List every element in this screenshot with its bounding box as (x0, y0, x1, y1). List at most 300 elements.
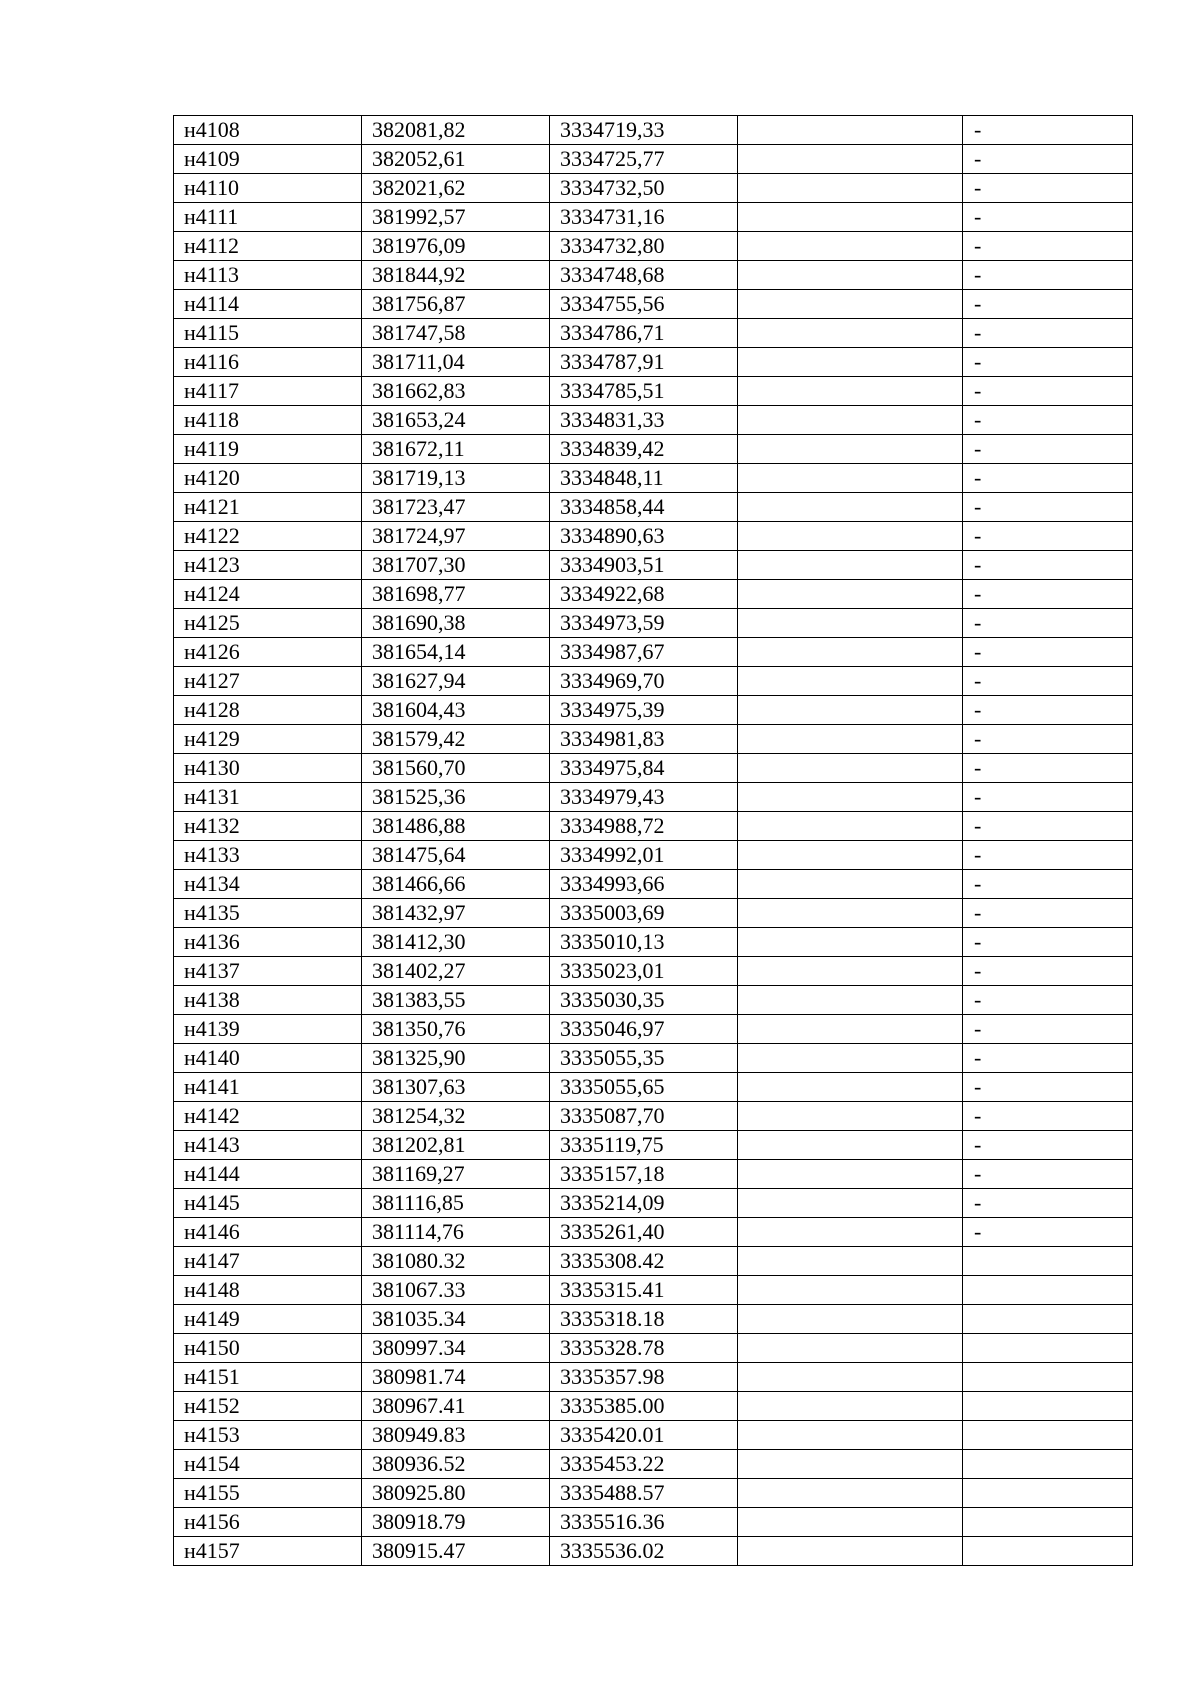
x-coordinate-cell: 382021,62 (362, 174, 550, 203)
table-row (174, 783, 1133, 812)
x-coordinate-cell: 381254,32 (362, 1102, 550, 1131)
point-id-cell: н4117 (174, 377, 362, 406)
y-coordinate-cell: 3334785,51 (550, 377, 738, 406)
point-id-cell: н4146 (174, 1218, 362, 1247)
x-coordinate-cell: 381307,63 (362, 1073, 550, 1102)
x-coordinate-cell: 381035.34 (362, 1305, 550, 1334)
note-cell: - (963, 580, 1133, 609)
table-row (174, 1218, 1133, 1247)
point-id-cell: н4121 (174, 493, 362, 522)
empty-cell (738, 493, 963, 522)
note-cell: - (963, 406, 1133, 435)
empty-cell (738, 812, 963, 841)
point-id-cell: н4141 (174, 1073, 362, 1102)
empty-cell (738, 116, 963, 145)
empty-cell (738, 1102, 963, 1131)
x-coordinate-cell: 381976,09 (362, 232, 550, 261)
x-coordinate-cell: 381604,43 (362, 696, 550, 725)
note-cell: - (963, 290, 1133, 319)
table-row (174, 754, 1133, 783)
y-coordinate-cell: 3334890,63 (550, 522, 738, 551)
table-row (174, 899, 1133, 928)
point-id-cell: н4135 (174, 899, 362, 928)
x-coordinate-cell: 381525,36 (362, 783, 550, 812)
point-id-cell: н4136 (174, 928, 362, 957)
point-id-cell: н4147 (174, 1247, 362, 1276)
note-cell (963, 1305, 1133, 1334)
table-row (174, 551, 1133, 580)
note-cell: - (963, 551, 1133, 580)
table-row (174, 1276, 1133, 1305)
empty-cell (738, 580, 963, 609)
table-row (174, 928, 1133, 957)
note-cell (963, 1276, 1133, 1305)
x-coordinate-cell: 381690,38 (362, 609, 550, 638)
y-coordinate-cell: 3334848,11 (550, 464, 738, 493)
coordinates-table-body (174, 116, 1133, 1566)
y-coordinate-cell: 3335420.01 (550, 1421, 738, 1450)
x-coordinate-cell: 381992,57 (362, 203, 550, 232)
table-row (174, 406, 1133, 435)
note-cell: - (963, 928, 1133, 957)
x-coordinate-cell: 381350,76 (362, 1015, 550, 1044)
note-cell: - (963, 1102, 1133, 1131)
note-cell: - (963, 261, 1133, 290)
table-row (174, 232, 1133, 261)
table-row (174, 203, 1133, 232)
empty-cell (738, 348, 963, 377)
empty-cell (738, 1015, 963, 1044)
y-coordinate-cell: 3334732,80 (550, 232, 738, 261)
x-coordinate-cell: 381116,85 (362, 1189, 550, 1218)
table-row (174, 174, 1133, 203)
note-cell (963, 1537, 1133, 1566)
y-coordinate-cell: 3335023,01 (550, 957, 738, 986)
table-row (174, 580, 1133, 609)
note-cell: - (963, 957, 1133, 986)
empty-cell (738, 1508, 963, 1537)
table-row (174, 145, 1133, 174)
empty-cell (738, 319, 963, 348)
x-coordinate-cell: 381698,77 (362, 580, 550, 609)
note-cell: - (963, 667, 1133, 696)
empty-cell (738, 145, 963, 174)
x-coordinate-cell: 381627,94 (362, 667, 550, 696)
empty-cell (738, 261, 963, 290)
empty-cell (738, 696, 963, 725)
empty-cell (738, 1276, 963, 1305)
note-cell (963, 1247, 1133, 1276)
table-row (174, 493, 1133, 522)
empty-cell (738, 1421, 963, 1450)
x-coordinate-cell: 380936.52 (362, 1450, 550, 1479)
y-coordinate-cell: 3335055,65 (550, 1073, 738, 1102)
table-row (174, 290, 1133, 319)
table-row (174, 1537, 1133, 1566)
table-row (174, 1131, 1133, 1160)
x-coordinate-cell: 381844,92 (362, 261, 550, 290)
empty-cell (738, 406, 963, 435)
table-row (174, 261, 1133, 290)
note-cell (963, 1508, 1133, 1537)
note-cell: - (963, 377, 1133, 406)
x-coordinate-cell: 381412,30 (362, 928, 550, 957)
empty-cell (738, 870, 963, 899)
point-id-cell: н4110 (174, 174, 362, 203)
x-coordinate-cell: 382052,61 (362, 145, 550, 174)
table-row (174, 609, 1133, 638)
y-coordinate-cell: 3335261,40 (550, 1218, 738, 1247)
y-coordinate-cell: 3334787,91 (550, 348, 738, 377)
point-id-cell: н4124 (174, 580, 362, 609)
empty-cell (738, 1247, 963, 1276)
y-coordinate-cell: 3335046,97 (550, 1015, 738, 1044)
table-row (174, 957, 1133, 986)
empty-cell (738, 1044, 963, 1073)
x-coordinate-cell: 381719,13 (362, 464, 550, 493)
x-coordinate-cell: 381707,30 (362, 551, 550, 580)
y-coordinate-cell: 3334903,51 (550, 551, 738, 580)
empty-cell (738, 551, 963, 580)
note-cell: - (963, 638, 1133, 667)
point-id-cell: н4133 (174, 841, 362, 870)
x-coordinate-cell: 381747,58 (362, 319, 550, 348)
x-coordinate-cell: 381711,04 (362, 348, 550, 377)
point-id-cell: н4150 (174, 1334, 362, 1363)
empty-cell (738, 841, 963, 870)
note-cell: - (963, 870, 1133, 899)
y-coordinate-cell: 3334732,50 (550, 174, 738, 203)
point-id-cell: н4130 (174, 754, 362, 783)
note-cell: - (963, 1131, 1133, 1160)
x-coordinate-cell: 381080.32 (362, 1247, 550, 1276)
note-cell: - (963, 1044, 1133, 1073)
note-cell: - (963, 783, 1133, 812)
empty-cell (738, 928, 963, 957)
x-coordinate-cell: 381756,87 (362, 290, 550, 319)
note-cell: - (963, 319, 1133, 348)
point-id-cell: н4111 (174, 203, 362, 232)
y-coordinate-cell: 3334755,56 (550, 290, 738, 319)
y-coordinate-cell: 3334973,59 (550, 609, 738, 638)
y-coordinate-cell: 3335003,69 (550, 899, 738, 928)
x-coordinate-cell: 381383,55 (362, 986, 550, 1015)
note-cell: - (963, 754, 1133, 783)
table-row (174, 638, 1133, 667)
table-row (174, 725, 1133, 754)
note-cell (963, 1421, 1133, 1450)
x-coordinate-cell: 380949.83 (362, 1421, 550, 1450)
table-row (174, 1247, 1133, 1276)
y-coordinate-cell: 3335328.78 (550, 1334, 738, 1363)
point-id-cell: н4148 (174, 1276, 362, 1305)
point-id-cell: н4129 (174, 725, 362, 754)
y-coordinate-cell: 3334922,68 (550, 580, 738, 609)
point-id-cell: н4140 (174, 1044, 362, 1073)
point-id-cell: н4127 (174, 667, 362, 696)
y-coordinate-cell: 3334969,70 (550, 667, 738, 696)
table-row (174, 1015, 1133, 1044)
y-coordinate-cell: 3335308.42 (550, 1247, 738, 1276)
point-id-cell: н4157 (174, 1537, 362, 1566)
note-cell: - (963, 232, 1133, 261)
point-id-cell: н4153 (174, 1421, 362, 1450)
point-id-cell: н4155 (174, 1479, 362, 1508)
x-coordinate-cell: 381114,76 (362, 1218, 550, 1247)
table-row (174, 1189, 1133, 1218)
empty-cell (738, 377, 963, 406)
x-coordinate-cell: 381486,88 (362, 812, 550, 841)
point-id-cell: н4118 (174, 406, 362, 435)
y-coordinate-cell: 3335087,70 (550, 1102, 738, 1131)
table-row (174, 1334, 1133, 1363)
x-coordinate-cell: 381662,83 (362, 377, 550, 406)
point-id-cell: н4123 (174, 551, 362, 580)
y-coordinate-cell: 3334731,16 (550, 203, 738, 232)
table-row (174, 986, 1133, 1015)
note-cell (963, 1479, 1133, 1508)
empty-cell (738, 464, 963, 493)
x-coordinate-cell: 380981.74 (362, 1363, 550, 1392)
x-coordinate-cell: 381466,66 (362, 870, 550, 899)
table-row (174, 464, 1133, 493)
note-cell: - (963, 986, 1133, 1015)
note-cell: - (963, 1160, 1133, 1189)
y-coordinate-cell: 3335055,35 (550, 1044, 738, 1073)
point-id-cell: н4132 (174, 812, 362, 841)
y-coordinate-cell: 3335119,75 (550, 1131, 738, 1160)
empty-cell (738, 1131, 963, 1160)
empty-cell (738, 1218, 963, 1247)
x-coordinate-cell: 381402,27 (362, 957, 550, 986)
empty-cell (738, 290, 963, 319)
y-coordinate-cell: 3334725,77 (550, 145, 738, 174)
note-cell (963, 1450, 1133, 1479)
x-coordinate-cell: 381653,24 (362, 406, 550, 435)
note-cell: - (963, 493, 1133, 522)
empty-cell (738, 1363, 963, 1392)
point-id-cell: н4116 (174, 348, 362, 377)
point-id-cell: н4137 (174, 957, 362, 986)
note-cell: - (963, 1218, 1133, 1247)
empty-cell (738, 1479, 963, 1508)
point-id-cell: н4115 (174, 319, 362, 348)
note-cell (963, 1334, 1133, 1363)
y-coordinate-cell: 3335157,18 (550, 1160, 738, 1189)
y-coordinate-cell: 3334839,42 (550, 435, 738, 464)
table-row (174, 812, 1133, 841)
point-id-cell: н4113 (174, 261, 362, 290)
empty-cell (738, 1450, 963, 1479)
note-cell (963, 1392, 1133, 1421)
point-id-cell: н4122 (174, 522, 362, 551)
point-id-cell: н4156 (174, 1508, 362, 1537)
empty-cell (738, 1160, 963, 1189)
y-coordinate-cell: 3334988,72 (550, 812, 738, 841)
point-id-cell: н4109 (174, 145, 362, 174)
x-coordinate-cell: 382081,82 (362, 116, 550, 145)
y-coordinate-cell: 3334993,66 (550, 870, 738, 899)
point-id-cell: н4125 (174, 609, 362, 638)
empty-cell (738, 609, 963, 638)
table-row (174, 1044, 1133, 1073)
point-id-cell: н4151 (174, 1363, 362, 1392)
empty-cell (738, 174, 963, 203)
table-row (174, 435, 1133, 464)
table-row (174, 522, 1133, 551)
x-coordinate-cell: 381560,70 (362, 754, 550, 783)
y-coordinate-cell: 3335010,13 (550, 928, 738, 957)
x-coordinate-cell: 380918.79 (362, 1508, 550, 1537)
empty-cell (738, 1305, 963, 1334)
y-coordinate-cell: 3334979,43 (550, 783, 738, 812)
table-row (174, 841, 1133, 870)
table-row (174, 377, 1133, 406)
note-cell: - (963, 1073, 1133, 1102)
x-coordinate-cell: 381654,14 (362, 638, 550, 667)
point-id-cell: н4138 (174, 986, 362, 1015)
point-id-cell: н4152 (174, 1392, 362, 1421)
note-cell: - (963, 812, 1133, 841)
x-coordinate-cell: 381325,90 (362, 1044, 550, 1073)
y-coordinate-cell: 3334975,84 (550, 754, 738, 783)
y-coordinate-cell: 3335453.22 (550, 1450, 738, 1479)
y-coordinate-cell: 3334981,83 (550, 725, 738, 754)
table-row (174, 1160, 1133, 1189)
note-cell: - (963, 203, 1133, 232)
x-coordinate-cell: 381169,27 (362, 1160, 550, 1189)
x-coordinate-cell: 380967.41 (362, 1392, 550, 1421)
empty-cell (738, 1334, 963, 1363)
x-coordinate-cell: 381432,97 (362, 899, 550, 928)
point-id-cell: н4149 (174, 1305, 362, 1334)
table-row (174, 1363, 1133, 1392)
point-id-cell: н4139 (174, 1015, 362, 1044)
table-row (174, 1305, 1133, 1334)
y-coordinate-cell: 3334987,67 (550, 638, 738, 667)
note-cell: - (963, 116, 1133, 145)
point-id-cell: н4114 (174, 290, 362, 319)
empty-cell (738, 783, 963, 812)
point-id-cell: н4131 (174, 783, 362, 812)
point-id-cell: н4144 (174, 1160, 362, 1189)
note-cell: - (963, 464, 1133, 493)
table-row (174, 667, 1133, 696)
empty-cell (738, 754, 963, 783)
note-cell: - (963, 609, 1133, 638)
note-cell: - (963, 696, 1133, 725)
x-coordinate-cell: 381202,81 (362, 1131, 550, 1160)
point-id-cell: н4145 (174, 1189, 362, 1218)
y-coordinate-cell: 3334831,33 (550, 406, 738, 435)
empty-cell (738, 1392, 963, 1421)
empty-cell (738, 435, 963, 464)
point-id-cell: н4128 (174, 696, 362, 725)
empty-cell (738, 203, 963, 232)
empty-cell (738, 986, 963, 1015)
table-row (174, 1392, 1133, 1421)
point-id-cell: н4112 (174, 232, 362, 261)
empty-cell (738, 232, 963, 261)
x-coordinate-cell: 381579,42 (362, 725, 550, 754)
note-cell: - (963, 1015, 1133, 1044)
empty-cell (738, 957, 963, 986)
x-coordinate-cell: 381723,47 (362, 493, 550, 522)
point-id-cell: н4108 (174, 116, 362, 145)
y-coordinate-cell: 3334786,71 (550, 319, 738, 348)
y-coordinate-cell: 3335214,09 (550, 1189, 738, 1218)
y-coordinate-cell: 3335385.00 (550, 1392, 738, 1421)
table-row (174, 1508, 1133, 1537)
note-cell: - (963, 522, 1133, 551)
y-coordinate-cell: 3335488.57 (550, 1479, 738, 1508)
y-coordinate-cell: 3335536.02 (550, 1537, 738, 1566)
table-row (174, 1450, 1133, 1479)
note-cell: - (963, 1189, 1133, 1218)
y-coordinate-cell: 3334748,68 (550, 261, 738, 290)
note-cell: - (963, 725, 1133, 754)
y-coordinate-cell: 3335315.41 (550, 1276, 738, 1305)
point-id-cell: н4142 (174, 1102, 362, 1131)
empty-cell (738, 725, 963, 754)
table-row (174, 1073, 1133, 1102)
x-coordinate-cell: 381475,64 (362, 841, 550, 870)
point-id-cell: н4120 (174, 464, 362, 493)
coordinates-table (173, 115, 1133, 1566)
point-id-cell: н4126 (174, 638, 362, 667)
point-id-cell: н4143 (174, 1131, 362, 1160)
table-row (174, 1102, 1133, 1131)
table-row (174, 319, 1133, 348)
point-id-cell: н4154 (174, 1450, 362, 1479)
empty-cell (738, 667, 963, 696)
note-cell: - (963, 145, 1133, 174)
note-cell: - (963, 899, 1133, 928)
y-coordinate-cell: 3335357.98 (550, 1363, 738, 1392)
table-row (174, 348, 1133, 377)
point-id-cell: н4134 (174, 870, 362, 899)
y-coordinate-cell: 3335318.18 (550, 1305, 738, 1334)
x-coordinate-cell: 380915.47 (362, 1537, 550, 1566)
y-coordinate-cell: 3334975,39 (550, 696, 738, 725)
empty-cell (738, 1073, 963, 1102)
empty-cell (738, 638, 963, 667)
note-cell: - (963, 174, 1133, 203)
note-cell (963, 1363, 1133, 1392)
y-coordinate-cell: 3334719,33 (550, 116, 738, 145)
table-row (174, 1421, 1133, 1450)
point-id-cell: н4119 (174, 435, 362, 464)
y-coordinate-cell: 3334858,44 (550, 493, 738, 522)
x-coordinate-cell: 380997.34 (362, 1334, 550, 1363)
y-coordinate-cell: 3334992,01 (550, 841, 738, 870)
table-row (174, 696, 1133, 725)
x-coordinate-cell: 381724,97 (362, 522, 550, 551)
note-cell: - (963, 435, 1133, 464)
x-coordinate-cell: 381672,11 (362, 435, 550, 464)
y-coordinate-cell: 3335030,35 (550, 986, 738, 1015)
x-coordinate-cell: 380925.80 (362, 1479, 550, 1508)
empty-cell (738, 899, 963, 928)
empty-cell (738, 1189, 963, 1218)
empty-cell (738, 1537, 963, 1566)
empty-cell (738, 522, 963, 551)
table-row (174, 1479, 1133, 1508)
table-row (174, 870, 1133, 899)
note-cell: - (963, 348, 1133, 377)
table-row (174, 116, 1133, 145)
x-coordinate-cell: 381067.33 (362, 1276, 550, 1305)
